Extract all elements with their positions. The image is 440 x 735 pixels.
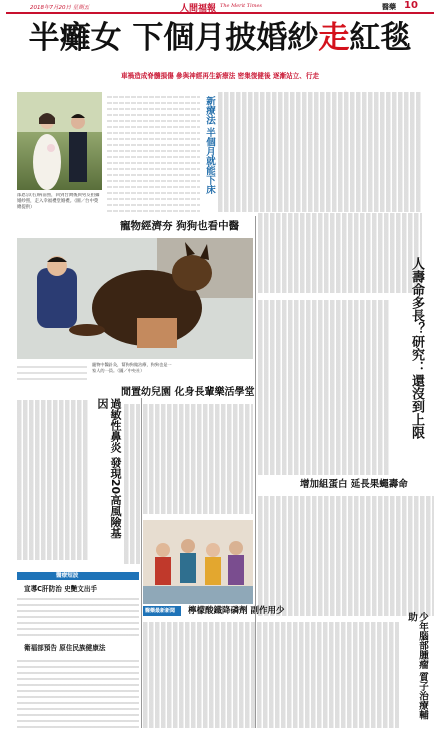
subhead bbox=[70, 63, 370, 80]
wedding-photo-caption: 邵恩宗(右)病前照，回到台灣後與男友拍攝婚紗照，走入幸福禮堂婚禮。（圖／台中榮總提供） bbox=[17, 193, 100, 210]
headline-part-1: 半癱女 下個月披婚紗 bbox=[28, 20, 319, 56]
rule-center bbox=[255, 216, 256, 728]
brief-2-body bbox=[17, 656, 139, 728]
headline-red-char: 走 bbox=[318, 20, 350, 56]
masthead bbox=[0, 0, 440, 14]
fly-body bbox=[258, 496, 434, 616]
subhead-text: 車禍造成脊髓損傷 參與神經再生新療法 密集復健後 逐漸站立、行走 bbox=[120, 72, 320, 80]
inner-subhead: 新療法 半個月就能下床 bbox=[204, 96, 215, 195]
brief-1-body bbox=[17, 596, 139, 636]
allergy-headline: 過敏性鼻炎 發現20高風險基因 bbox=[96, 398, 122, 539]
newspaper-logo-en: The Merit Times bbox=[220, 3, 262, 9]
main-headline bbox=[20, 16, 420, 60]
main-article-col-a bbox=[106, 92, 200, 212]
masthead-rule bbox=[6, 12, 434, 14]
main-article-col-b bbox=[218, 92, 422, 212]
fly-headline: 增加組蛋白 延長果蠅壽命 bbox=[300, 479, 408, 490]
lemon-headline: 檸檬酸鐵降磷劑 副作用少 bbox=[188, 606, 285, 616]
rule-left bbox=[141, 398, 142, 728]
kindergarten-body bbox=[143, 404, 253, 514]
lemon-tag: 醫藥最新新聞 bbox=[145, 608, 176, 614]
longevity-headline: 人壽命多長？研究：還沒到上限 bbox=[409, 257, 424, 439]
pets-photo-caption: 寵物中醫針灸，幫狗狗做治療，狗狗也是一家人的一員。（圖／中央社） bbox=[92, 362, 172, 373]
pets-photo bbox=[17, 238, 253, 359]
kindergarten-headline: 閒置幼兒園 化身長輩樂活學堂 bbox=[121, 387, 255, 398]
lemon-body bbox=[143, 622, 399, 728]
brain-headline: 少年腦部腫瘤 質子治療輔助 bbox=[406, 612, 428, 720]
allergy-col-body-a bbox=[17, 400, 89, 560]
issue-date: 2018年7月20日 星期五 bbox=[30, 5, 90, 11]
longevity-body-a bbox=[258, 300, 390, 475]
pets-headline: 寵物經濟夯 狗狗也看中醫 bbox=[120, 220, 240, 232]
elderly-activity-photo bbox=[143, 520, 253, 604]
headline-part-2: 紅毯 bbox=[349, 20, 412, 56]
pets-article-body bbox=[17, 362, 87, 380]
briefs-tag: 醫療短波 bbox=[56, 573, 79, 579]
section-name: 醫藥 bbox=[382, 3, 396, 11]
brief-1-title: 宣導C肝防治 史艷文出手 bbox=[24, 585, 98, 593]
newspaper-logo: 人間福報 bbox=[180, 4, 217, 14]
allergy-col-body-b bbox=[124, 404, 140, 564]
page-number: 10 bbox=[404, 0, 418, 11]
wedding-photo bbox=[17, 92, 102, 190]
brief-2-title: 衛福部預告 原住民族健康法 bbox=[24, 644, 106, 652]
